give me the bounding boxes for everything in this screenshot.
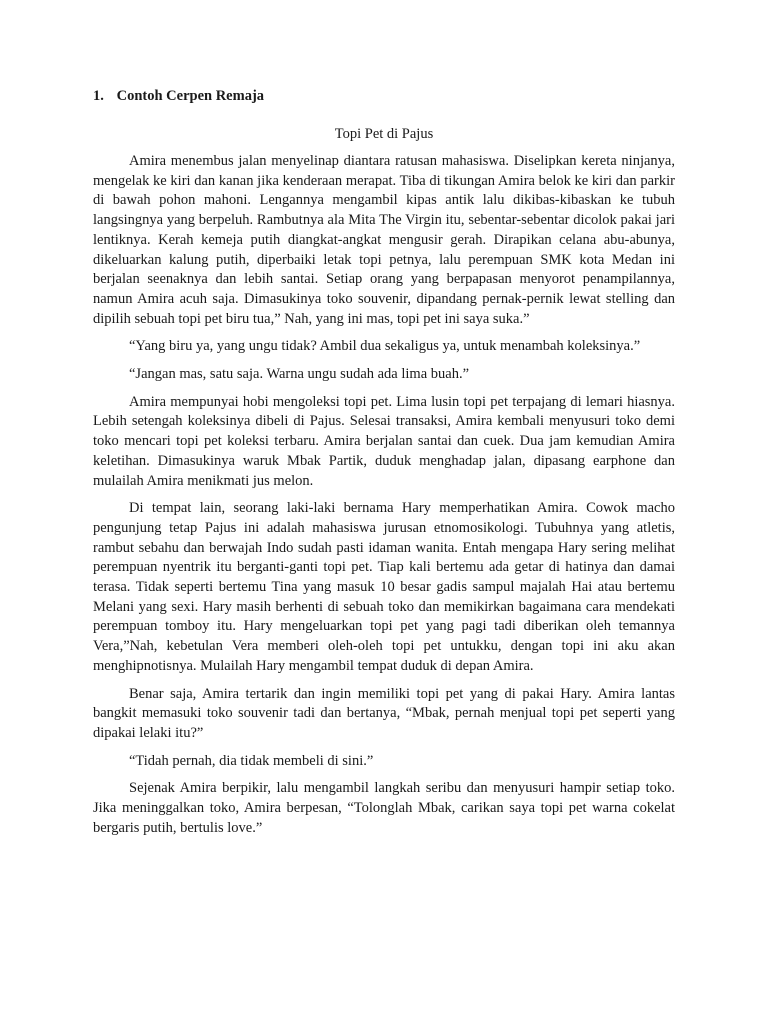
section-number: 1. (93, 88, 104, 104)
story-paragraph: Di tempat lain, seorang laki-laki bernama Hary memperhatikan Amira. Cowok macho pengunjung tetap Pajus ini adalah mahasiswa jurusan etnomosikologi. Tubuhnya yang atletis, rambut sebahu dan berwajah Indo sudah pasti idaman wanita. Entah mengapa Hary sering melihat perempuan nyentrik itu berganti-ganti topi pet. Tiap kali bertemu ada getar di hatinya dan damai terasa. Tidak seperti bertemu Tina yang masuk 10 besar gadis sampul majalah Hai atau bertemu Melani yang sexi. Hary masih berhenti di sebuah toko dan memikirkan bagaimana cara mendekati perempuan tomboy itu. Hary mengeluarkan topi pet yang pagi tadi diberikan oleh temannya Vera,”Nah, kebetulan Vera memberi oleh-oleh topi pet untukku, dengan topi ini aku akan menghipnotisnya. Mulailah Hary mengambil tempat duduk di depan Amira. (93, 500, 675, 674)
story-paragraph: “Yang biru ya, yang ungu tidak? Ambil dua sekaligus ya, untuk menambah koleksinya.” (129, 338, 641, 355)
story-paragraph: “Tidah pernah, dia tidak membeli di sini.” (129, 752, 374, 769)
story-paragraph: Amira menembus jalan menyelinap diantara ratusan mahasiswa. Diselipkan kereta ninjanya, mengelak ke kiri dan kanan jika kenderaan merapat. Tiba di tikungan Amira belok ke kiri dan parkir di bawah pohon mahoni. Lengannya mengambil kipas antik lalu dikibas-kibaskan ke tubuh langsingnya yang berpeluh. Rambutnya ala Mita The Virgin itu, sebentar-sebentar dicolok pakai jari lentiknya. Kerah kemeja putih diangkat-angkat mengusir gerah. Dirapikan celana abu-abunya, dikeluarkan kalung putih, diperbaiki letak topi petnya, lalu perempuan SMK kota Medan ini berjalan seenaknya dan lebih santai. Setiap orang yang berpapasan menyorot penampilannya, namun Amira acuh saja. Dimasukinya toko souvenir, dipandang pernak-pernik lewat stelling dan dipilih sebuah topi pet biru tua,” Nah, yang ini mas, topi pet ini saya suka.” (93, 153, 675, 327)
document-page (93, 86, 675, 847)
story-title: Topi Pet di Pajus (334, 126, 434, 142)
story-paragraph: “Jangan mas, satu saja. Warna ungu sudah ada lima buah.” (129, 366, 470, 383)
story-paragraph: Amira mempunyai hobi mengoleksi topi pet. Lima lusin topi pet terpajang di lemari hiasnya. Lebih setengah koleksinya dibeli di Pajus. Selesai transaksi, Amira kembali menyusuri toko demi toko mencari topi pet koleksi terbaru. Amira berjalan santai dan cuek. Dua jam kemudian Amira keletihan. Dimasukinya waruk Mbak Partik, duduk menghadap jalan, dipasang earphone dan mulailah Amira menikmati jus melon. (93, 393, 675, 489)
story-paragraph: Sejenak Amira berpikir, lalu mengambil langkah seribu dan menyusuri hampir setiap toko. Jika meninggalkan toko, Amira berpesan, “Tolonglah Mbak, carikan saya topi pet warna cokelat bergaris putih, bertulis love.” (93, 780, 675, 836)
section-title: Contoh Cerpen Remaja (116, 88, 265, 104)
story-paragraph: Benar saja, Amira tertarik dan ingin memiliki topi pet yang di pakai Hary. Amira lantas bangkit memasuki toko souvenir tadi dan bertanya, “Mbak, pernah menjual topi pet seperti yang dipakai lelaki itu?” (93, 685, 675, 741)
section-heading (93, 86, 675, 106)
